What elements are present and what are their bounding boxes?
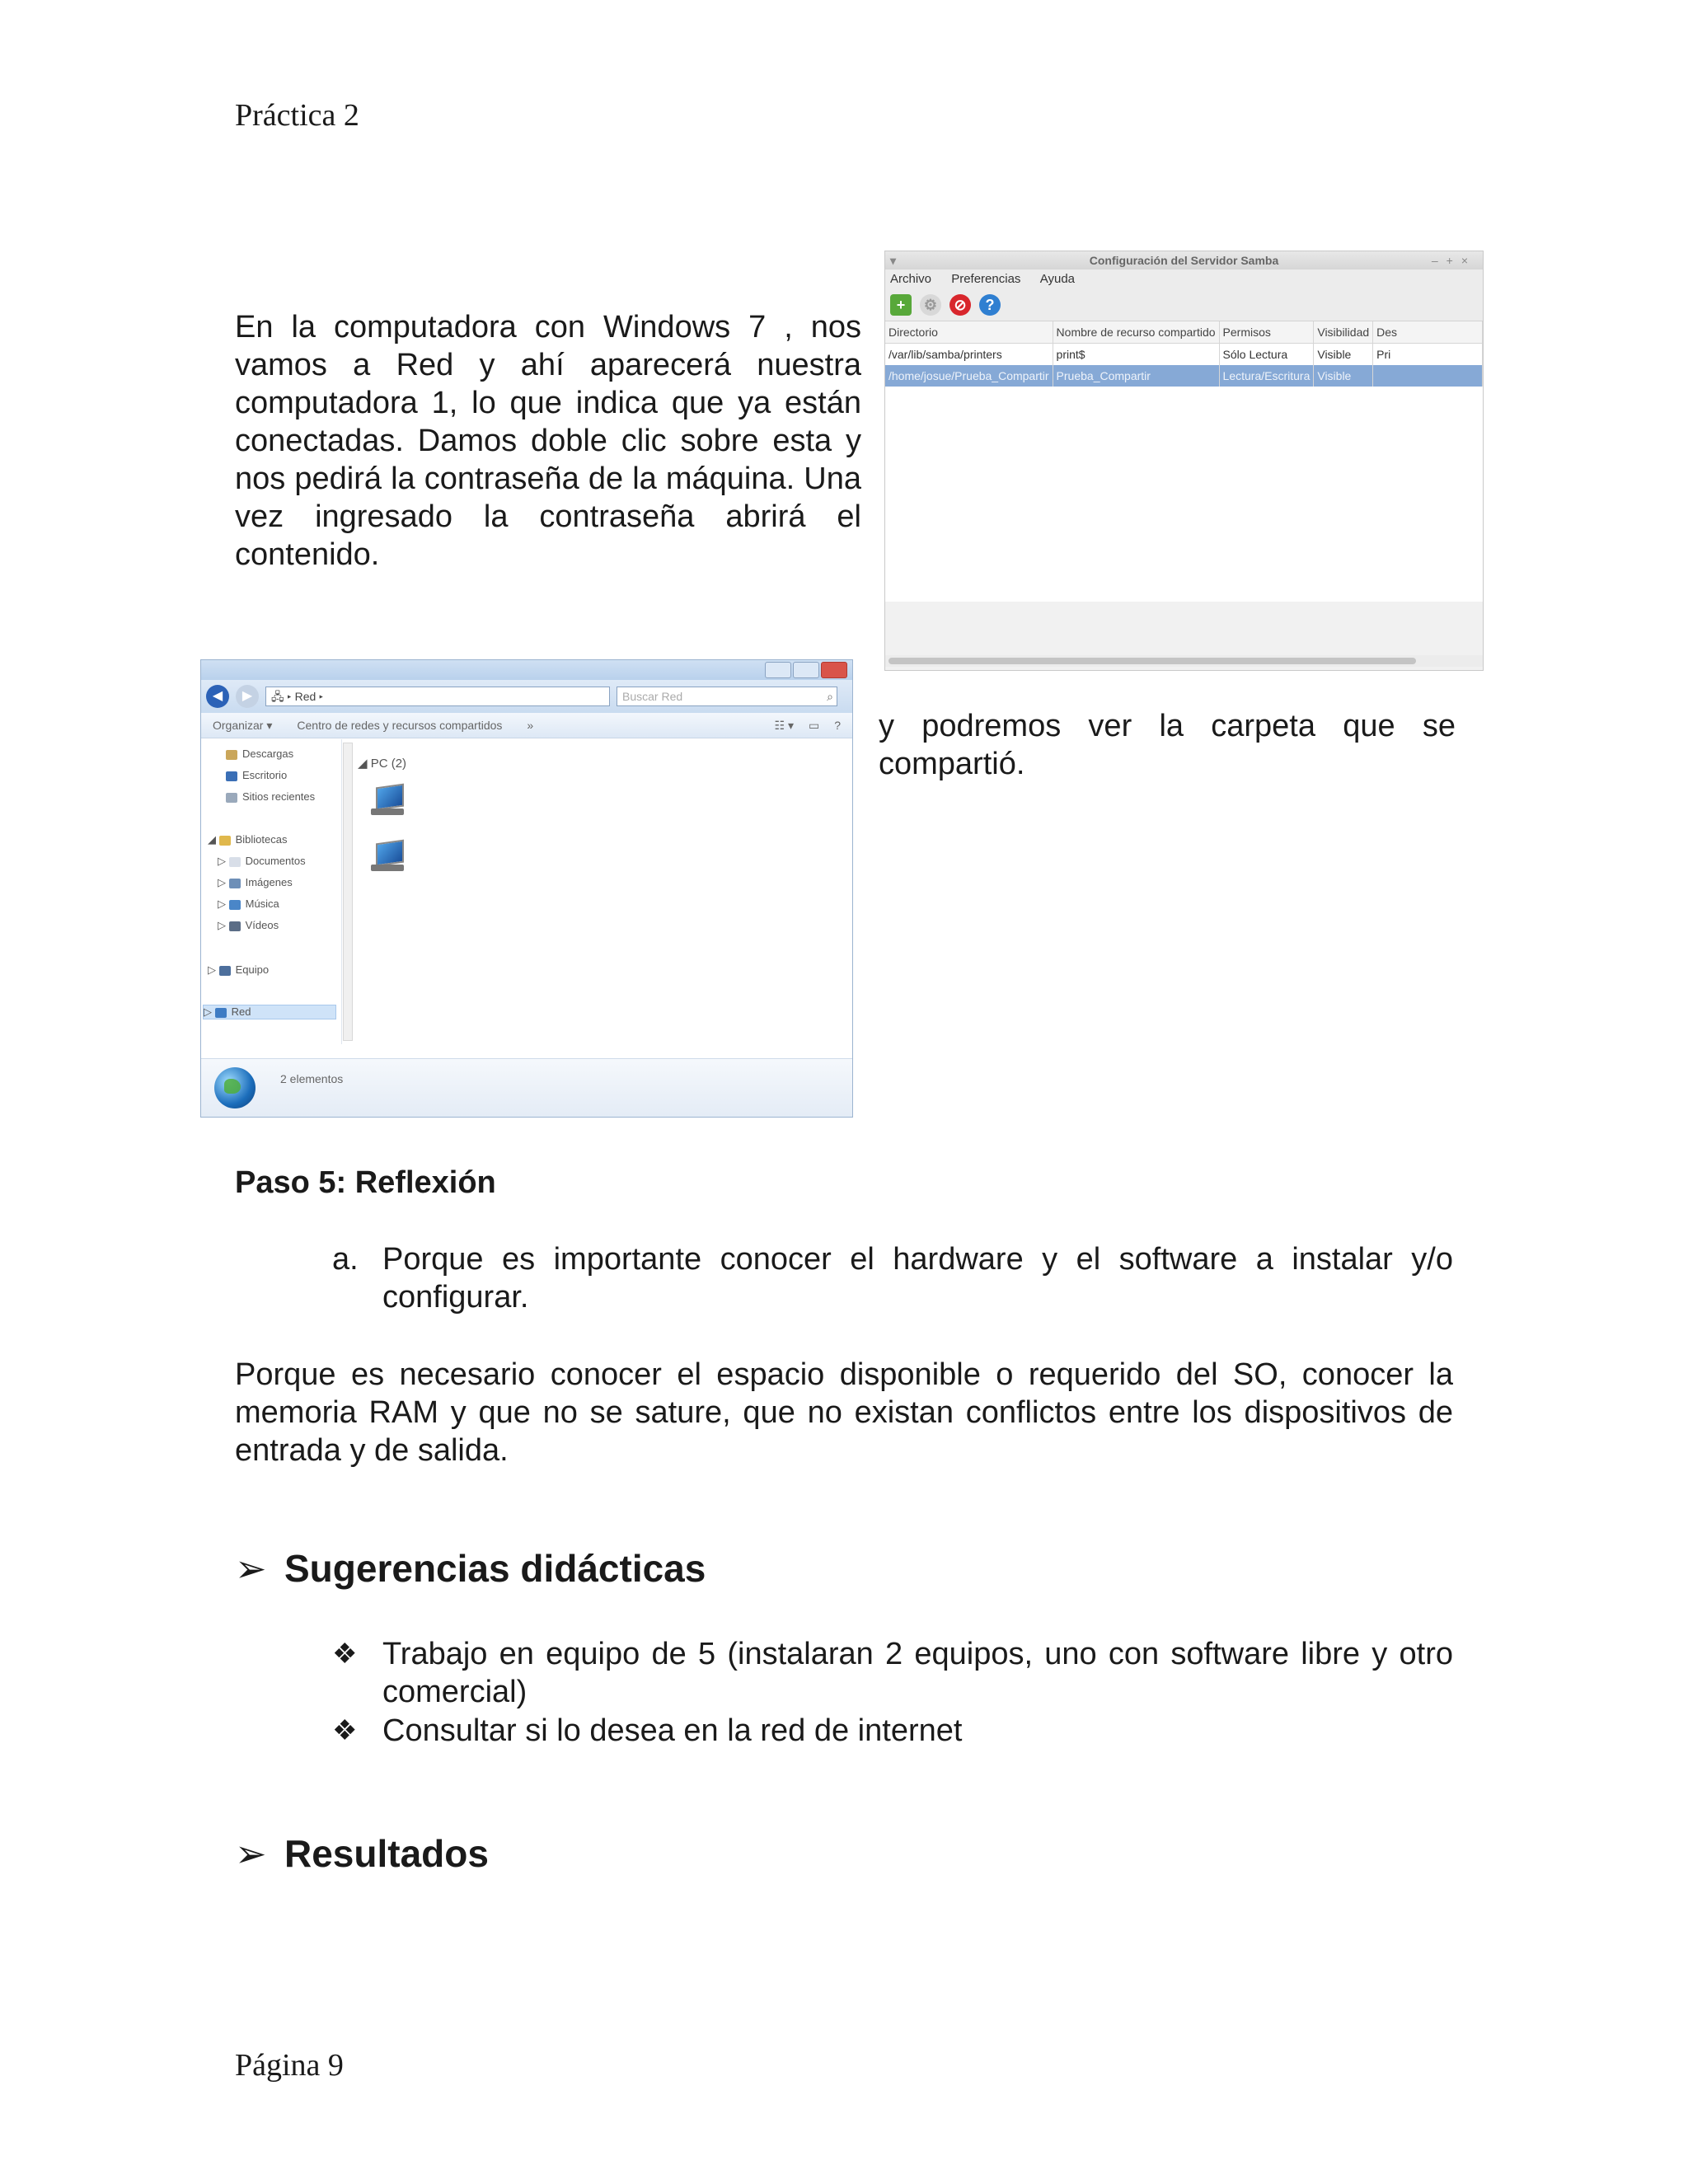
table-cell: /home/josue/Prueba_Compartir <box>885 365 1053 387</box>
step5-heading: Paso 5: Reflexión <box>235 1165 496 1200</box>
nav-item-descargas[interactable] <box>226 748 293 760</box>
paragraph-windows7: En la computadora con Windows 7 , nos vamos a Red y ahí aparecerá nuestra computadora 1, lo que indica que ya están conectadas. Damos doble clic sobre esta y nos pedirá la contraseña de la máquina. Una vez ingresado la contraseña abrirá el contenido. <box>235 310 861 572</box>
nav-label: Escritorio <box>242 769 288 781</box>
nav-label: Descargas <box>242 748 294 760</box>
list-item <box>332 1635 1453 1711</box>
scrollbar-thumb[interactable] <box>889 658 1416 664</box>
explorer-command-bar <box>201 713 852 738</box>
table-cell: Visible <box>1314 344 1373 366</box>
network-icon <box>215 1008 227 1018</box>
address-input[interactable]: 🖧 ▸ Red ▸ <box>265 687 610 706</box>
nav-label: Música <box>245 898 279 910</box>
reflection-question <box>332 1240 1453 1316</box>
music-icon <box>229 900 241 910</box>
nav-label: Equipo <box>235 963 270 976</box>
diamond-bullet-icon: ❖ <box>332 1715 358 1746</box>
nav-label: Documentos <box>245 855 306 867</box>
monitor-base <box>371 808 404 815</box>
close-button[interactable] <box>821 662 847 678</box>
table-cell: Pri <box>1373 344 1483 366</box>
forward-arrow-icon[interactable]: ▶ <box>236 685 259 708</box>
nav-item-red[interactable]: ▷ Red <box>203 1005 336 1019</box>
preview-pane-icon[interactable]: ▭ <box>808 718 820 732</box>
videos-icon <box>229 921 241 931</box>
more-commands-button[interactable]: » <box>527 719 534 732</box>
nav-item-equipo[interactable]: ▷ Equipo <box>208 963 270 976</box>
shares-table-area <box>885 321 1483 602</box>
group-header[interactable]: ◢ PC (2) <box>358 757 407 771</box>
suggestions-heading <box>235 1546 706 1591</box>
nav-label: Red <box>231 1005 251 1018</box>
horizontal-scrollbar[interactable] <box>885 655 1483 667</box>
samba-menubar <box>885 269 1483 289</box>
table-cell: Lectura/Escritura <box>1219 365 1314 387</box>
suggestions-title: Sugerencias didácticas <box>284 1547 706 1590</box>
table-row[interactable] <box>885 344 1483 366</box>
diamond-bullet-icon: ❖ <box>332 1638 358 1670</box>
monitor-base <box>371 865 404 871</box>
table-cell: Sólo Lectura <box>1219 344 1314 366</box>
organize-button[interactable]: Organizar ▾ <box>213 718 273 732</box>
samba-toolbar <box>885 289 1483 321</box>
help-icon[interactable]: ? <box>834 718 841 732</box>
network-globe-icon <box>214 1067 256 1108</box>
search-placeholder: Buscar Red <box>622 690 683 703</box>
nav-label: Sitios recientes <box>242 790 316 803</box>
list-item-text: Trabajo en equipo de 5 (instalaran 2 equipos, uno con software libre y otro comercial) <box>382 1637 1453 1709</box>
reflection-answer: Porque es necesario conocer el espacio disponible o requerido del SO, conocer la memoria RAM y que no se sature, que no existan conflictos entre los dispositivos de entrada y de salida. <box>235 1357 1453 1468</box>
recent-places-icon <box>226 793 237 803</box>
view-options-icon[interactable]: ☷ ▾ <box>774 718 794 732</box>
folder-icon <box>226 750 237 760</box>
network-computer-icon[interactable] <box>369 841 407 874</box>
help-icon[interactable]: ? <box>979 294 1001 316</box>
nav-item-bibliotecas[interactable]: ◢ Bibliotecas <box>208 833 288 846</box>
nav-label: Imágenes <box>245 876 293 888</box>
explorer-status-bar <box>201 1058 852 1117</box>
back-arrow-icon[interactable]: ◀ <box>206 685 229 708</box>
group-label: PC (2) <box>370 757 407 771</box>
pictures-icon <box>229 879 241 888</box>
search-input[interactable] <box>617 687 837 706</box>
network-computer-icon[interactable] <box>369 785 407 818</box>
menu-ayuda[interactable]: Ayuda <box>1039 272 1076 286</box>
list-item <box>332 1712 1453 1750</box>
delete-share-icon[interactable]: ⊘ <box>950 294 971 316</box>
paragraph-shared-folder: y podremos ver la carpeta que se compartió. <box>879 709 1456 781</box>
desktop-icon <box>226 771 237 781</box>
minimize-button[interactable] <box>765 662 791 678</box>
page-header: Práctica 2 <box>235 98 359 133</box>
network-center-button[interactable]: Centro de redes y recursos compartidos <box>297 719 503 732</box>
question-marker: a. <box>332 1242 359 1277</box>
arrow-bullet-icon: ➢ <box>235 1547 267 1590</box>
column-header[interactable]: Directorio <box>885 321 1053 344</box>
navigation-pane <box>201 739 342 1044</box>
table-cell <box>1373 365 1483 387</box>
menu-archivo[interactable]: Archivo <box>890 272 932 286</box>
nav-item-imagenes[interactable]: ▷ Imágenes <box>218 876 293 888</box>
page-footer: Página 9 <box>235 2048 344 2083</box>
table-header-row <box>885 321 1483 344</box>
libraries-icon <box>219 836 231 846</box>
maximize-button[interactable] <box>793 662 819 678</box>
samba-window-title: Configuración del Servidor Samba <box>1089 254 1279 267</box>
window-menu-icon[interactable]: ▾ <box>890 254 897 267</box>
table-cell: Visible <box>1314 365 1373 387</box>
nav-item-escritorio[interactable] <box>226 769 287 781</box>
table-cell: /var/lib/samba/printers <box>885 344 1053 366</box>
properties-icon[interactable]: ⚙ <box>920 294 941 316</box>
list-item-text: Consultar si lo desea en la red de internet <box>382 1713 963 1748</box>
results-heading <box>235 1831 489 1876</box>
nav-scrollbar[interactable] <box>343 743 353 1041</box>
shares-table <box>885 321 1483 387</box>
address-text: Red <box>294 690 316 703</box>
computer-icon <box>219 966 231 976</box>
documents-icon <box>229 857 241 867</box>
nav-label: Vídeos <box>245 919 279 931</box>
explorer-content <box>358 739 844 1044</box>
column-header[interactable]: Nombre de recurso compartido <box>1053 321 1219 344</box>
monitor-screen <box>376 840 404 867</box>
table-cell: Prueba_Compartir <box>1053 365 1219 387</box>
arrow-bullet-icon: ➢ <box>235 1832 267 1875</box>
explorer-address-bar <box>201 680 852 713</box>
nav-item-videos[interactable]: ▷ Vídeos <box>218 919 279 931</box>
add-share-icon[interactable]: + <box>890 294 912 316</box>
samba-config-window <box>884 251 1484 671</box>
search-icon: ⌕ <box>827 690 833 703</box>
column-header[interactable]: Permisos <box>1219 321 1314 344</box>
question-text: Porque es importante conocer el hardware y el software a instalar y/o configurar. <box>382 1242 1453 1315</box>
monitor-screen <box>376 784 404 811</box>
windows-explorer-window <box>200 659 853 1118</box>
table-cell: print$ <box>1053 344 1219 366</box>
nav-item-musica[interactable]: ▷ Música <box>218 898 279 910</box>
results-title: Resultados <box>284 1832 489 1875</box>
table-row-selected[interactable] <box>885 365 1483 387</box>
nav-item-sitios-recientes[interactable] <box>226 790 315 803</box>
column-header[interactable]: Des <box>1373 321 1483 344</box>
nav-item-documentos[interactable]: ▷ Documentos <box>218 855 306 867</box>
window-controls[interactable]: –+× <box>1431 254 1476 267</box>
nav-label: Bibliotecas <box>235 833 288 846</box>
samba-titlebar <box>885 251 1483 269</box>
menu-preferencias[interactable]: Preferencias <box>951 272 1021 286</box>
column-header[interactable]: Visibilidad <box>1314 321 1373 344</box>
explorer-titlebar <box>201 660 852 680</box>
status-text: 2 elementos <box>280 1072 344 1085</box>
